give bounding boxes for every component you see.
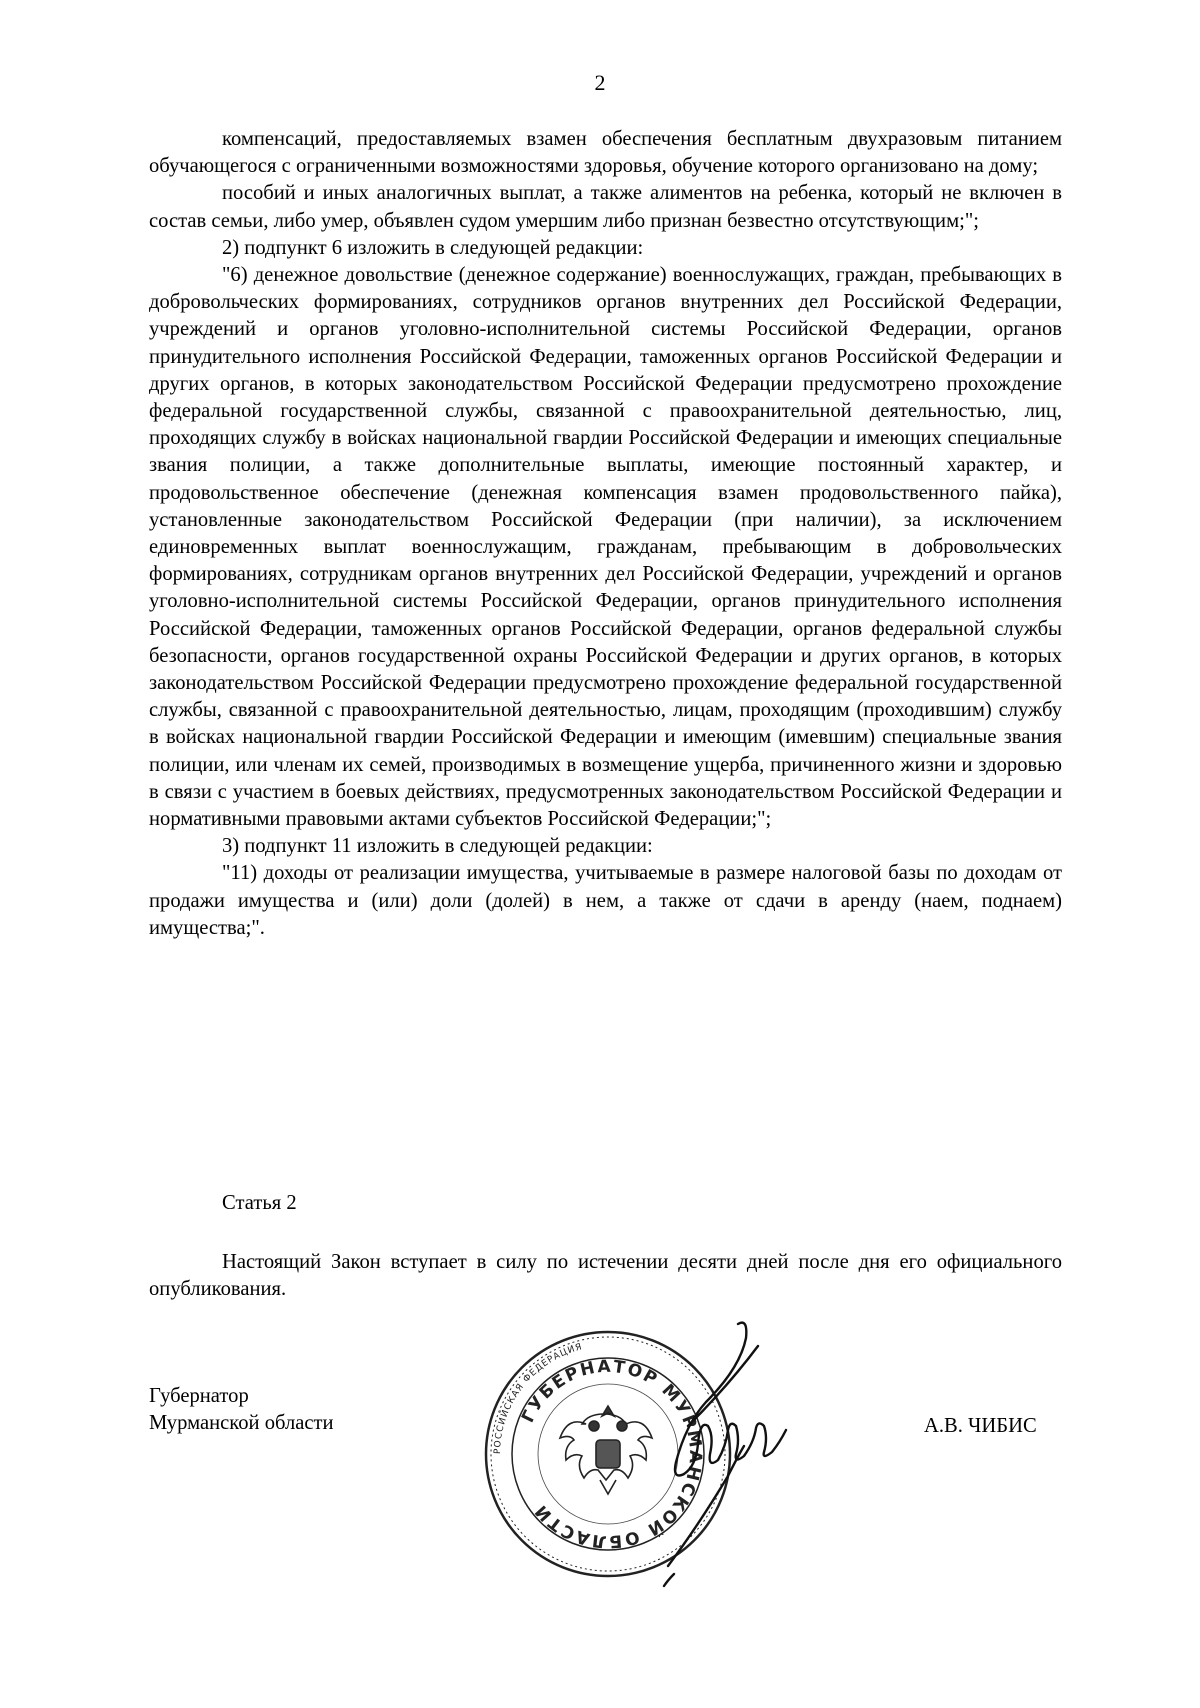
signer-position-line: Мурманской области — [149, 1412, 334, 1434]
paragraph: "11) доходы от реализации имущества, учитываемые в размере налоговой базы по доходам от продажи имущества и (или) доли (долей) в нем, а также от сдачи в аренду (наем, поднаем) имущества;". — [149, 862, 1062, 939]
article-paragraph: Настоящий Закон вступает в силу по истечении десяти дней после дня его официального опубликования. — [149, 1251, 1062, 1301]
signer-position-line: Губернатор — [149, 1385, 249, 1407]
article-text — [149, 1249, 1062, 1303]
page-number: 2 — [594, 70, 606, 95]
paragraph: 3) подпункт 11 изложить в следующей редакции: — [222, 835, 653, 858]
article-title: Статья 2 — [222, 1192, 297, 1214]
signer-name: А.В. ЧИБИС — [924, 1415, 1037, 1437]
paragraph: "6) денежное довольствие (денежное содержание) военнослужащих, граждан, пребывающих в добровольческих формированиях, сотрудников органов внутренних дел Российской Федерации, учреждений и органов уголовно-исполнительной системы Российской Федерации, органов принудительного исполнения Российской Федерации, таможенных органов Российской Федерации и других органов, в которых законодательством Российской Федерации предусмотрено прохождение федеральной государственной службы, связанной с правоохранительной деятельностью, лиц, проходящих службу в войсках национальной гвардии Российской Федерации и имеющих специальные звания полиции, а также дополнительные выплаты, имеющие постоянный характер, и продовольственное обеспечение (денежная компенсация взамен продовольственного пайка), установленные законодательством Российской Федерации (при наличии), за исключением единовременных выплат военнослужащим, гражданам, пребывающим в добровольческих формированиях, сотрудникам органов внутренних дел Российской Федерации, учреждений и органов уголовно-исполнительной системы Российской Федерации, органов принудительного исполнения Российской Федерации, таможенных органов Российской Федерации, органов федеральной службы безопасности, органов государственной охраны Российской Федерации и других органов, в которых законодательством Российской Федерации предусмотрено прохождение федеральной государственной службы, связанной с правоохранительной деятельностью, лицам, проходящим (проходившим) службу в войсках национальной гвардии Российской Федерации и имеющим (имевшим) специальные звания полиции, или членам их семей, производимых в возмещение ущерба, причиненного жизни и здоровью в связи с участием в боевых действиях, предусмотренных законодательством Российской Федерации и нормативными правовыми актами субъектов Российской Федерации;"; — [149, 264, 1062, 831]
signature — [628, 1316, 838, 1606]
document-body — [149, 126, 1062, 942]
seal-outer-text: РОССИЙСКАЯ ФЕДЕРАЦИЯ — [492, 1342, 584, 1455]
seal-inner-text: ГУБЕРНАТОР МУРМАНСКОЙ ОБЛАСТИ — [518, 1356, 706, 1552]
paragraph: компенсаций, предоставляемых взамен обеспечения бесплатным двухразовым питанием обучающегося с ограниченными возможностями здоровья, обучение которого организовано на дому; — [149, 128, 1062, 178]
paragraph: пособий и иных аналогичных выплат, а также алиментов на ребенка, который не включен в состав семьи, либо умер, объявлен судом умершим либо признан безвестно отсутствующим;"; — [149, 182, 1062, 232]
signer-position — [149, 1383, 449, 1437]
paragraph: 2) подпункт 6 изложить в следующей редакции: — [222, 236, 644, 259]
